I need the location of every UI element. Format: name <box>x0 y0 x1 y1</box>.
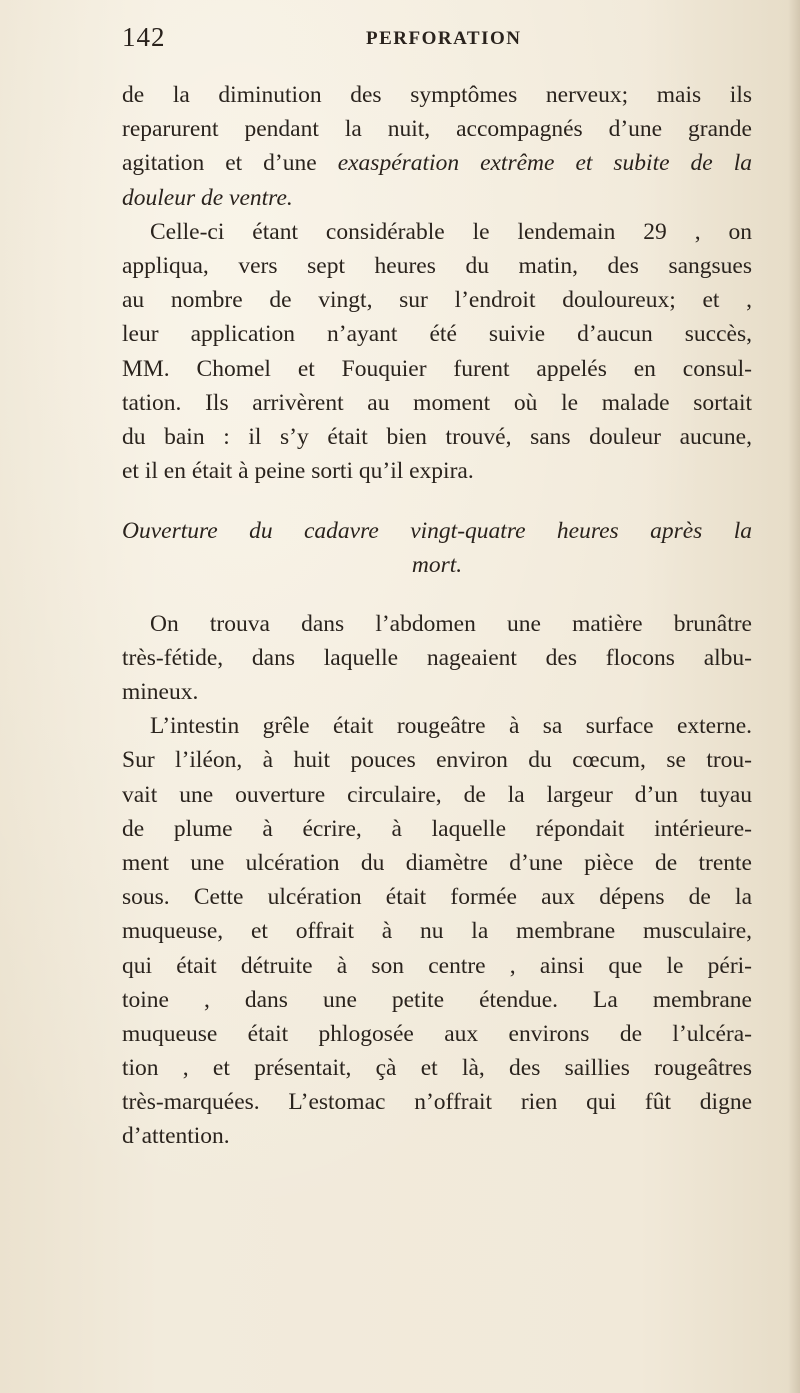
text-line: très-fétide, dans laquelle nageaient des flocons albu- <box>122 644 752 671</box>
text-line: muqueuse était phlogosée aux environs de l’ulcéra- <box>122 1020 752 1047</box>
text-line: Sur l’iléon, à huit pouces environ du cœcum, se trou- <box>122 747 752 774</box>
section-heading-continuation: mort. <box>411 552 463 579</box>
page-edge-shadow <box>788 0 800 1393</box>
text-line: mineux. <box>122 679 199 705</box>
running-head: PERFORATION <box>366 28 522 49</box>
text-line: sous. Cette ulcération était formée aux dépens de la <box>122 884 752 911</box>
text-line: et il en était à peine sorti qu’il expira. <box>122 458 474 485</box>
text-line: au nombre de vingt, sur l’endroit douloureux; et , <box>122 287 752 314</box>
paragraph-start: On trouva dans l’abdomen une matière brunâtre <box>150 610 752 637</box>
text-line <box>122 146 752 180</box>
text-line: très-marquées. L’estomac n’offrait rien qui fût digne <box>122 1089 752 1116</box>
text-line: vait une ouverture circulaire, de la largeur d’un tuyau <box>122 781 752 808</box>
text-line: reparurent pendant la nuit, accompagnés d’une grande <box>122 116 752 143</box>
page-header <box>122 14 732 56</box>
text-line: qui était détruite à son centre , ainsi que le péri- <box>122 952 752 979</box>
text-span: agitation et d’une <box>122 150 338 177</box>
text-line: appliqua, vers sept heures du matin, des sangsues <box>122 252 752 279</box>
emphasis-text: exaspération extrême et subite de la <box>337 150 752 177</box>
emphasis-line: douleur de ventre. <box>122 184 293 211</box>
body-text <box>122 78 752 1154</box>
text-line: du bain : il s’y était bien trouvé, sans douleur aucune, <box>122 423 752 450</box>
paragraph-start: L’intestin grêle était rougeâtre à sa surface externe. <box>150 713 752 740</box>
text-line: ment une ulcération du diamètre d’une pièce de trente <box>122 849 752 876</box>
page-number: 142 <box>122 22 166 52</box>
paragraph-start: Celle-ci étant considérable le lendemain 29 , on <box>150 218 752 245</box>
section-heading: Ouverture du cadavre vingt-quatre heures après la <box>122 518 752 545</box>
text-line: toine , dans une petite étendue. La membrane <box>122 986 752 1013</box>
text-line: muqueuse, et offrait à nu la membrane musculaire, <box>122 918 752 945</box>
text-line: MM. Chomel et Fouquier furent appelés en consul- <box>122 355 752 382</box>
text-line: tation. Ils arrivèrent au moment où le malade sortait <box>122 389 752 416</box>
text-line: de la diminution des symptômes nerveux; mais ils <box>122 82 752 108</box>
text-line: leur application n’ayant été suivie d’aucun succès, <box>122 321 752 348</box>
text-line: tion , et présentait, çà et là, des saillies rougeâtres <box>122 1055 752 1082</box>
text-line: d’attention. <box>122 1123 230 1150</box>
text-line: de plume à écrire, à laquelle répondait intérieure- <box>122 815 752 842</box>
